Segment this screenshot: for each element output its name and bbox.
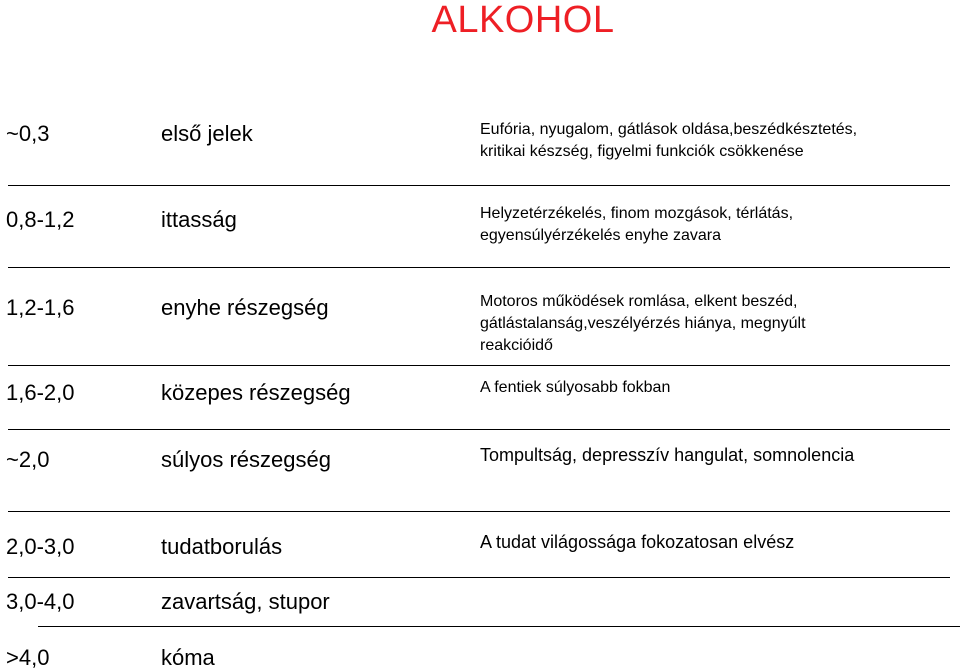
- concentration-level: ~0,3: [6, 121, 50, 146]
- row-divider: [8, 511, 950, 512]
- effect-description: [480, 119, 950, 163]
- row-divider: [8, 429, 950, 430]
- effect-description: [480, 531, 950, 553]
- intoxication-stage: első jelek: [161, 121, 253, 146]
- row-divider: [8, 185, 950, 186]
- row-divider: [8, 267, 950, 268]
- concentration-level: 1,6-2,0: [6, 380, 75, 405]
- row-divider: [8, 365, 950, 366]
- effect-line: kritikai készség, figyelmi funkciók csökkenése: [480, 143, 804, 160]
- effect-line: Tompultság, depresszív hangulat, somnolencia: [480, 445, 855, 465]
- intoxication-stage: közepes részegség: [161, 380, 351, 405]
- intoxication-stage: tudatborulás: [161, 534, 283, 559]
- concentration-level: 3,0-4,0: [6, 589, 75, 614]
- concentration-level: 0,8-1,2: [6, 207, 75, 232]
- concentration-level: 2,0-3,0: [6, 534, 75, 559]
- concentration-level: >4,0: [6, 645, 50, 670]
- effect-description: [480, 444, 950, 466]
- intoxication-stage: ittasság: [161, 207, 237, 232]
- intoxication-stage: kóma: [161, 645, 215, 670]
- effect-description: [480, 203, 950, 247]
- effect-line: Eufória, nyugalom, gátlások oldása,beszédkésztetés,: [480, 121, 858, 138]
- effect-line: A tudat világossága fokozatosan elvész: [480, 532, 795, 552]
- effect-description: [480, 377, 950, 399]
- intoxication-stage: súlyos részegség: [161, 447, 331, 472]
- effect-line: gátlástalanság,veszélyérzés hiánya, megnyúlt: [480, 315, 806, 332]
- concentration-level: ~2,0: [6, 447, 50, 472]
- effect-line: reakcióidő: [480, 337, 553, 354]
- intoxication-stage: enyhe részegség: [161, 295, 329, 320]
- page-title: ALKOHOL: [431, 0, 615, 41]
- row-divider: [8, 577, 950, 578]
- effect-line: A fentiek súlyosabb fokban: [480, 379, 671, 396]
- effect-line: Motoros működések romlása, elkent beszéd,: [480, 293, 798, 310]
- effect-line: Helyzetérzékelés, finom mozgások, térlátás,: [480, 205, 794, 222]
- effect-description: [480, 291, 950, 357]
- effect-line: egyensúlyérzékelés enyhe zavara: [480, 227, 722, 244]
- concentration-level: 1,2-1,6: [6, 295, 75, 320]
- intoxication-stage: zavartság, stupor: [161, 589, 330, 614]
- row-divider: [38, 626, 960, 627]
